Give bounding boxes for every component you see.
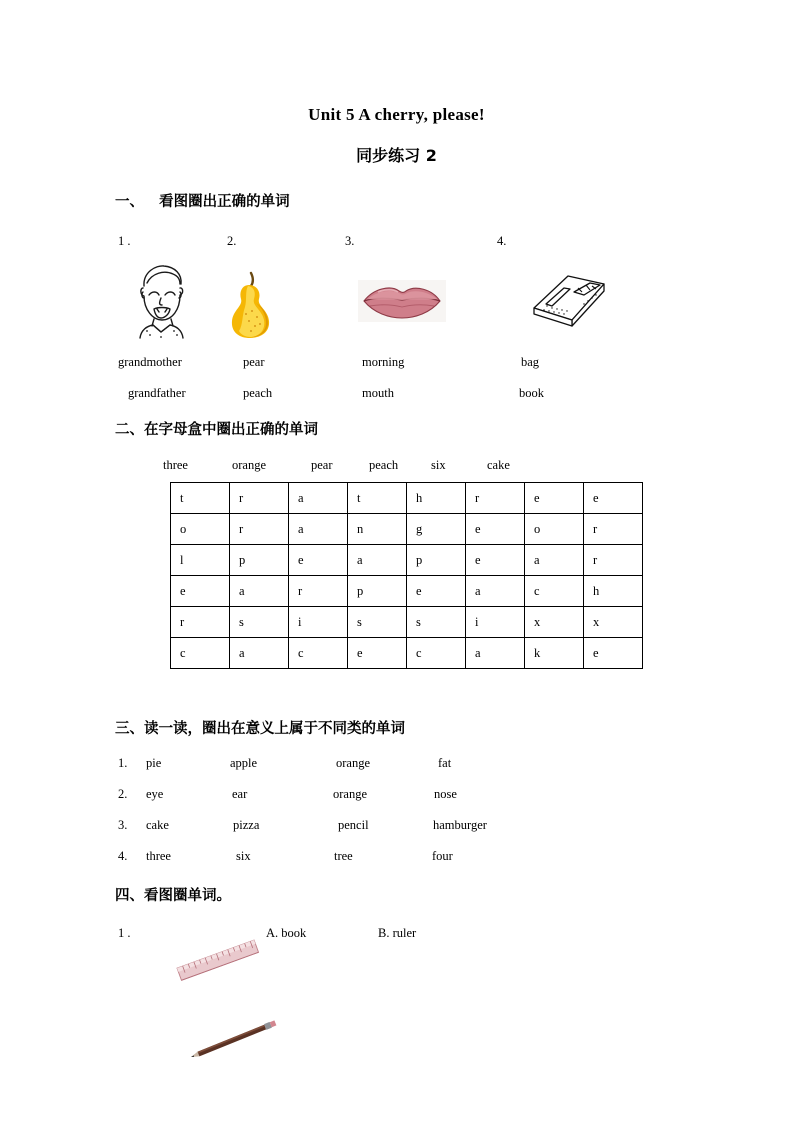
q3-row-1-word-3[interactable]: orange (336, 756, 371, 770)
grid-cell[interactable]: s (348, 607, 407, 638)
grid-cell[interactable]: t (171, 483, 230, 514)
q2-word-six: six (431, 458, 446, 472)
pencil-icon (178, 1012, 286, 1075)
grid-cell[interactable]: a (466, 638, 525, 669)
grid-cell[interactable]: e (289, 545, 348, 576)
q3-row-3-number: 3. (118, 818, 128, 832)
q2-word-three: three (163, 458, 188, 472)
q3-row-3-word-1[interactable]: cake (146, 818, 169, 832)
grid-cell[interactable]: e (348, 638, 407, 669)
q1-item-4-option-a[interactable]: bag (521, 355, 540, 369)
letter-grid-row (171, 607, 643, 638)
grid-cell[interactable]: o (171, 514, 230, 545)
grid-cell[interactable]: e (466, 514, 525, 545)
q4-item-1-option-b[interactable]: B. ruler (378, 926, 417, 940)
q3-row-3-word-3[interactable]: pencil (338, 818, 369, 832)
q3-row-4-word-4[interactable]: four (432, 849, 453, 863)
grid-cell[interactable]: a (289, 483, 348, 514)
grid-cell[interactable]: x (584, 607, 643, 638)
grid-cell[interactable]: l (171, 545, 230, 576)
grid-cell[interactable]: p (348, 576, 407, 607)
grid-cell[interactable]: s (407, 607, 466, 638)
q3-row-2-number: 2. (118, 787, 128, 801)
grid-cell[interactable]: r (289, 576, 348, 607)
grid-cell[interactable]: h (407, 483, 466, 514)
q1-item-4-option-b[interactable]: book (519, 386, 544, 400)
letter-grid[interactable] (170, 482, 643, 669)
q1-item-3-number: 3. (345, 234, 355, 248)
q3-row-4-number: 4. (118, 849, 128, 863)
q3-row-1-word-4[interactable]: fat (438, 756, 452, 770)
pear-icon (224, 267, 276, 344)
section-4-heading: 四、看图圈单词。 (115, 888, 231, 904)
q1-item-4-number: 4. (497, 234, 507, 248)
q1-item-2-option-b[interactable]: peach (243, 386, 273, 400)
q3-row-4-word-2[interactable]: six (236, 849, 251, 863)
q4-item-1-number: 1 . (118, 926, 131, 940)
section-1-heading: 一、 看图圈出正确的单词 (115, 194, 290, 210)
grid-cell[interactable]: a (230, 638, 289, 669)
mouth-lips-icon (358, 280, 446, 322)
grid-cell[interactable]: n (348, 514, 407, 545)
ruler-icon (163, 932, 271, 995)
grid-cell[interactable]: e (466, 545, 525, 576)
grid-cell[interactable]: p (407, 545, 466, 576)
grid-cell[interactable]: i (289, 607, 348, 638)
q3-row-1-word-2[interactable]: apple (230, 756, 258, 770)
q1-item-2-number: 2. (227, 234, 237, 248)
q3-row-1-word-1[interactable]: pie (146, 756, 162, 770)
grid-cell[interactable]: k (525, 638, 584, 669)
q3-row-2-word-4[interactable]: nose (434, 787, 457, 801)
grid-cell[interactable]: e (407, 576, 466, 607)
grid-cell[interactable]: a (348, 545, 407, 576)
q3-row-3-word-2[interactable]: pizza (233, 818, 260, 832)
grid-cell[interactable]: a (525, 545, 584, 576)
q3-row-1-number: 1. (118, 756, 128, 770)
grid-cell[interactable]: e (584, 483, 643, 514)
q3-row-2-word-1[interactable]: eye (146, 787, 164, 801)
q3-row-3-word-4[interactable]: hamburger (433, 818, 487, 832)
letter-grid-row (171, 483, 643, 514)
grid-cell[interactable]: c (407, 638, 466, 669)
grid-cell[interactable]: a (230, 576, 289, 607)
grid-cell[interactable]: c (171, 638, 230, 669)
grid-cell[interactable]: x (525, 607, 584, 638)
grid-cell[interactable]: s (230, 607, 289, 638)
q1-item-2-option-a[interactable]: pear (243, 355, 265, 369)
grid-cell[interactable]: r (466, 483, 525, 514)
q2-word-cake: cake (487, 458, 510, 472)
grandmother-face-icon (130, 262, 192, 347)
grid-cell[interactable]: g (407, 514, 466, 545)
q1-item-1-option-a[interactable]: grandmother (118, 355, 182, 369)
q1-item-1-option-b[interactable]: grandfather (128, 386, 186, 400)
q3-row-4-word-3[interactable]: tree (334, 849, 353, 863)
q3-row-4-word-1[interactable]: three (146, 849, 171, 863)
letter-grid-row (171, 545, 643, 576)
page-subtitle: 同步练习 2 (356, 146, 437, 165)
q2-word-pear: pear (311, 458, 333, 472)
q2-word-peach: peach (369, 458, 399, 472)
grid-cell[interactable]: h (584, 576, 643, 607)
q3-row-2-word-3[interactable]: orange (333, 787, 368, 801)
grid-cell[interactable]: r (230, 514, 289, 545)
q1-item-3-option-a[interactable]: morning (362, 355, 405, 369)
section-2-heading: 二、在字母盒中圈出正确的单词 (115, 422, 318, 438)
letter-grid-row (171, 638, 643, 669)
grid-cell[interactable]: r (584, 545, 643, 576)
grid-cell[interactable]: e (525, 483, 584, 514)
letter-grid-row (171, 514, 643, 545)
page-title: Unit 5 A cherry, please! (308, 105, 485, 124)
grid-cell[interactable]: o (525, 514, 584, 545)
grid-cell[interactable]: i (466, 607, 525, 638)
grid-cell[interactable]: a (289, 514, 348, 545)
letter-grid-row (171, 576, 643, 607)
q2-word-orange: orange (232, 458, 267, 472)
book-icon (530, 270, 608, 335)
grid-cell[interactable]: r (171, 607, 230, 638)
grid-cell[interactable]: c (525, 576, 584, 607)
q3-row-2-word-2[interactable]: ear (232, 787, 248, 801)
q1-item-1-number: 1 . (118, 234, 131, 248)
section-3-heading: 三、读一读，圈出在意义上属于不同类的单词 (115, 721, 405, 737)
grid-cell[interactable]: r (584, 514, 643, 545)
grid-cell[interactable]: e (584, 638, 643, 669)
grid-cell[interactable]: e (171, 576, 230, 607)
q4-item-1-option-a[interactable]: A. book (266, 926, 307, 940)
grid-cell[interactable]: c (289, 638, 348, 669)
q1-item-3-option-b[interactable]: mouth (362, 386, 394, 400)
grid-cell[interactable]: t (348, 483, 407, 514)
grid-cell[interactable]: p (230, 545, 289, 576)
grid-cell[interactable]: a (466, 576, 525, 607)
grid-cell[interactable]: r (230, 483, 289, 514)
